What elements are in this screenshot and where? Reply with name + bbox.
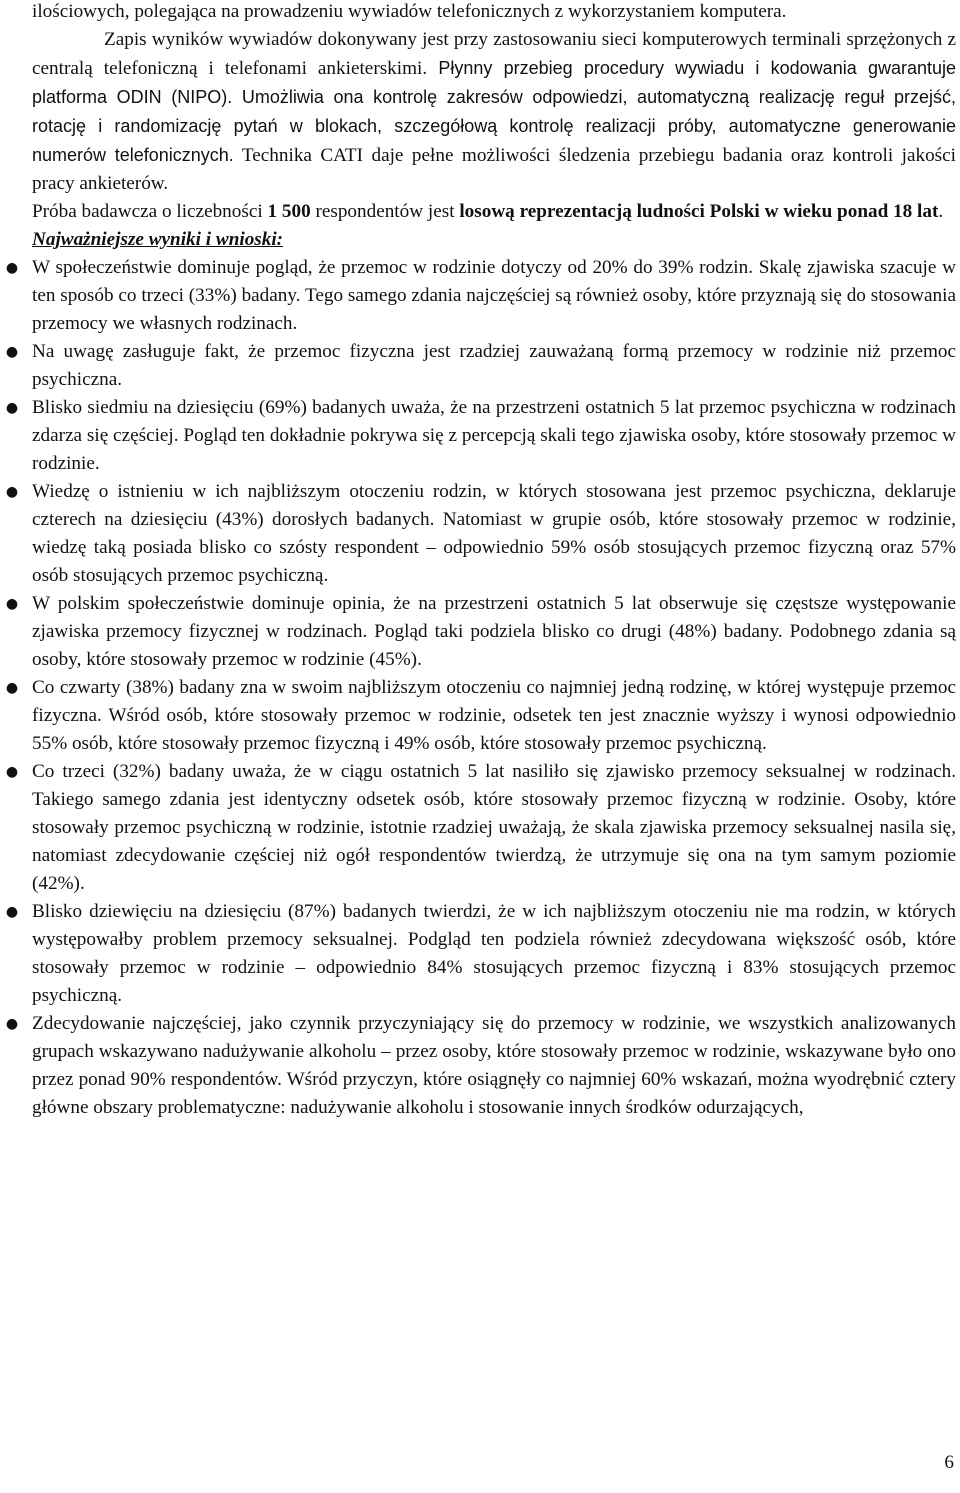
finding-text: Zdecydowanie najczęściej, jako czynnik przyczyniający się do przemocy w rodzinie, we wszystkich analizowanych grupach wskazywano nadużywanie alkoholu – przez osoby, które stosowały przemoc w rodzinie, wskazywane było ono przez ponad 90% respondentów. Wśród przyczyn, które osiągnęły co najmniej 60% wskazań, można wyodrębnić cztery główne obszary problematyczne: nadużywanie alkoholu i stosowanie innych środków odurzających, [32,1013,956,1118]
intro-paragraph-2 [32,198,956,226]
bullet-icon: ● [5,400,19,416]
bullet-icon: ● [5,484,19,500]
intro-text-a: Zapis wyników wywiadów dokonywany jest przy zastosowaniu sieci komputerowych terminali sprzężonych z centralą telefoniczną i telefonami ankieterskimi. [32,29,956,79]
sample-text-a: Próba badawcza o liczebności [32,201,268,222]
sample-text-e: . [938,201,944,222]
page-number: 6 [944,1452,954,1473]
finding-text: Blisko siedmiu na dziesięciu (69%) badanych uważa, że na przestrzeni ostatnich 5 lat przemoc psychiczna w rodzinach zdarza się częściej. Pogląd ten dokładnie pokrywa się z percepcją skali tego zjawiska osoby, które stosowały przemoc w rodzinie. [32,397,956,474]
intro-text-c: Umożliwia ona kontrolę zakresów odpowiedzi, automatyczną realizację reguł przejść, rotację i randomizację pytań w blokach, szczegółową kontrolę realizacji próby, automatyczne generowanie numerów telefonicznych. [32,87,957,165]
bullet-icon: ● [5,680,19,696]
sample-text-c: respondentów jest [310,201,460,222]
finding-item [5,590,956,674]
bullet-icon: ● [5,260,19,276]
finding-item [5,338,956,394]
intro-text-b: Płynny przebieg procedury wywiadu i kodowania gwarantuje platforma ODIN (NIPO). [32,58,956,107]
intro-paragraph-1 [32,26,956,198]
finding-item [5,478,956,590]
bullet-icon: ● [5,764,19,780]
sample-size: 1 500 [267,201,311,222]
bullet-icon: ● [5,344,19,360]
finding-item [5,898,956,1010]
findings-list [5,254,956,1122]
finding-text: W polskim społeczeństwie dominuje opinia, że na przestrzeni ostatnich 5 lat obserwuje się częstsze występowanie zjawiska przemocy fizycznej w rodzinach. Pogląd taki podziela blisko co drugi (48%) badany. Podobnego zdania są osoby, które stosowały przemoc w rodzinie (45%). [32,593,956,670]
finding-item [5,1010,956,1122]
finding-text: Co czwarty (38%) badany zna w swoim najbliższym otoczeniu co najmniej jedną rodzinę, w której występuje przemoc fizyczna. Wśród osób, które stosowały przemoc w rodzinie, odsetek ten jest znacznie wyższy i wynosi odpowiednio 55% osób, które stosowały przemoc fizyczną i 49% osób, które stosowały przemoc psychiczną. [32,677,956,754]
section-heading: Najważniejsze wyniki i wnioski: [32,229,284,250]
finding-text: Co trzeci (32%) badany uważa, że w ciągu ostatnich 5 lat nasiliło się zjawisko przemocy seksualnej w rodzinach. Takiego samego zdania jest identyczny odsetek osób, które stosowały przemoc fizyczną w rodzinie. Osoby, które stosowały przemoc psychiczną w rodzinie, istotnie rzadziej uważają, że skala zjawiska przemocy seksualnej nasila się, natomiast zdecydowanie częściej niż ogół respondentów twierdzą, że utrzymuje się ona na tym samym poziomie (42%). [32,761,956,894]
intro-text-d: Technika CATI daje pełne możliwości śledzenia przebiegu badania oraz kontroli jakości pracy ankieterów. [32,145,956,194]
document-page [5,0,957,1122]
intro-continuation: ilościowych, polegająca na prowadzeniu wywiadów telefonicznych z wykorzystaniem komputera. [32,1,787,22]
bullet-icon: ● [5,904,19,920]
finding-item [5,394,956,478]
bullet-icon: ● [5,1016,19,1032]
finding-item [5,674,956,758]
sample-representation: losową reprezentacją ludności Polski w wieku ponad 18 lat [459,201,939,222]
intro-line-0 [32,0,956,26]
bullet-icon: ● [5,596,19,612]
finding-text: Blisko dziewięciu na dziesięciu (87%) badanych twierdzi, że w ich najbliższym otoczeniu nie ma rodzin, w których występowałby problem przemocy seksualnej. Podgląd ten podziela również zdecydowana większość osób, które stosowały przemoc w rodzinie – odpowiednio 84% stosujących przemoc fizyczną i 83% stosujących przemoc psychiczną. [32,901,956,1006]
finding-text: Wiedzę o istnieniu w ich najbliższym otoczeniu rodzin, w których stosowana jest przemoc psychiczna, deklaruje czterech na dziesięciu (43%) dorosłych badanych. Natomiast w grupie osób, które stosowały przemoc w rodzinie, wiedzę taką posiada blisko co szósty respondent – odpowiednio 59% osób stosujących przemoc fizyczną oraz 57% osób stosujących przemoc psychiczną. [32,481,956,586]
finding-item [5,254,956,338]
finding-item [5,758,956,898]
finding-text: W społeczeństwie dominuje pogląd, że przemoc w rodzinie dotyczy od 20% do 39% rodzin. Skalę zjawiska szacuje w ten sposób co trzeci (33%) badany. Tego samego zdania najczęściej są również osoby, które przyznają się do stosowania przemocy we własnych rodzinach. [32,257,956,334]
finding-text: Na uwagę zasługuje fakt, że przemoc fizyczna jest rzadziej zauważaną formą przemocy w rodzinie niż przemoc psychiczna. [32,341,956,390]
